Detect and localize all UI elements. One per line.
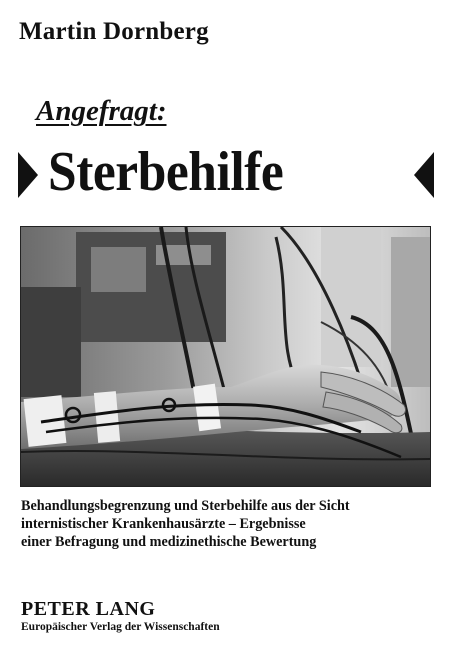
title-prefix: Angefragt: xyxy=(36,95,167,127)
title-row xyxy=(16,141,432,206)
description-line: internistischer Krankenhausärzte – Ergebnisse xyxy=(21,516,306,532)
photo-arm-with-tubes xyxy=(21,227,430,486)
triangle-left-icon xyxy=(414,152,434,198)
book-title: Sterbehilfe xyxy=(48,141,284,203)
book-description xyxy=(21,497,431,551)
description-line: einer Befragung und medizinethische Bewertung xyxy=(21,534,317,550)
publisher-name: PETER LANG xyxy=(21,598,156,620)
description-line: Behandlungsbegrenzung und Sterbehilfe aus der Sicht xyxy=(21,498,350,514)
author-name: Martin Dornberg xyxy=(19,18,209,45)
cover-photo xyxy=(20,226,431,487)
triangle-right-icon xyxy=(18,152,38,198)
publisher-tagline: Europäischer Verlag der Wissenschaften xyxy=(21,621,220,633)
